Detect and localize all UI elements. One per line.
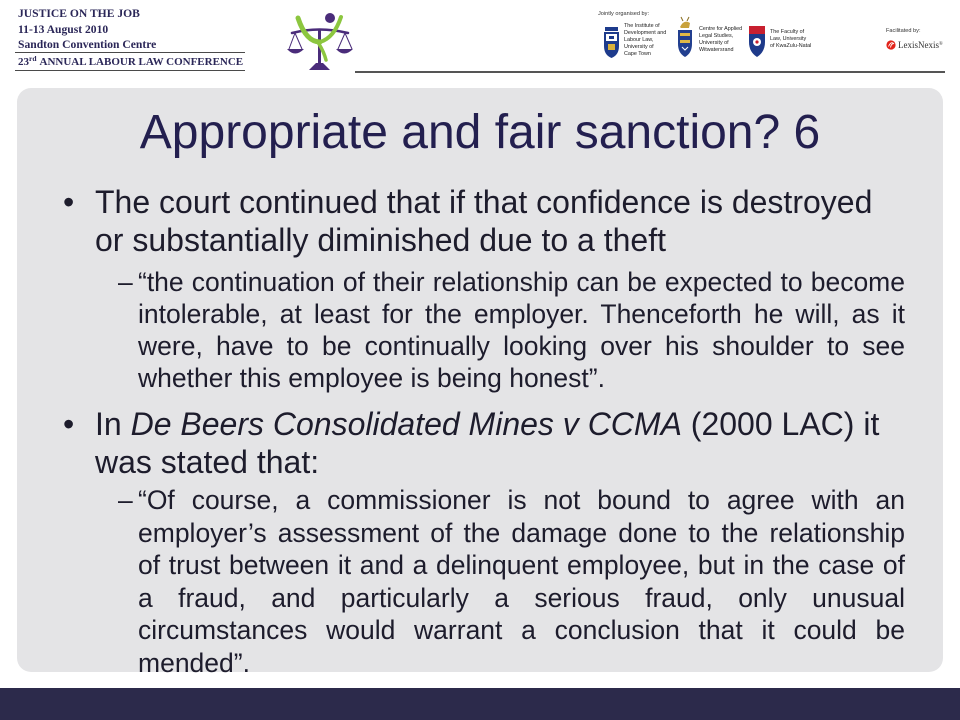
- ukzn-crest-icon: [748, 22, 766, 58]
- sub-bullet-quote: [138, 266, 905, 394]
- facilitator-name: [898, 40, 943, 53]
- quote-line: mended”.: [138, 647, 250, 678]
- bullet-text-segment: (2000 LAC) it: [681, 406, 880, 442]
- registered-mark: ®: [939, 42, 943, 47]
- conference-title: JUSTICE ON THE JOB: [18, 7, 140, 20]
- organisers-label: Jointly organised by:: [598, 11, 649, 17]
- organiser-line: Legal Studies,: [699, 33, 734, 39]
- bullet-marker: •: [63, 184, 75, 220]
- quote-line: were, have to be continually looking over his shoulder to see: [138, 331, 905, 361]
- facilitator-label: Facilitated by:: [886, 28, 921, 34]
- organiser-line: Centre for Applied: [699, 26, 743, 32]
- organiser-line: University of: [624, 44, 654, 50]
- header-rule: [15, 52, 245, 53]
- edition-number: 23: [18, 56, 29, 68]
- organiser-line: Development and: [624, 30, 667, 36]
- lexisnexis-wordmark: LexisNexis: [898, 40, 939, 50]
- organiser-text-ukzn: [770, 29, 811, 50]
- lexisnexis-logo-icon: [886, 40, 896, 50]
- organiser-line: Labour Law,: [624, 37, 654, 43]
- sub-bullet-quote: [138, 484, 905, 679]
- organiser-text-wits: [699, 26, 742, 54]
- edition-name: ANNUAL LABOUR LAW CONFERENCE: [39, 56, 244, 68]
- quote-line: of trust between it and a delinquent employee, but in the case of: [138, 550, 905, 580]
- quote-line: whether this employee is being honest”.: [138, 363, 605, 393]
- conference-venue: Sandton Convention Centre: [18, 38, 157, 51]
- quote-line: “Of course, a commissioner is not bound to agree with an: [138, 485, 905, 515]
- quote-line: employer’s assessment of the damage done to the relationship: [138, 517, 905, 548]
- conference-edition: [18, 55, 243, 70]
- scales-of-justice-emblem-icon: [286, 8, 354, 74]
- organiser-text-uct: [624, 23, 666, 58]
- quote-line: a fraud, and particularly a serious fraud, only unusual: [138, 582, 905, 613]
- header-rule: [15, 70, 245, 71]
- slide-title: Appropriate and fair sanction? 6: [139, 106, 821, 159]
- bullet-line: was stated that:: [95, 444, 320, 480]
- organiser-line: Cape Town: [624, 51, 651, 57]
- wits-university-crest-icon: [676, 16, 694, 58]
- university-of-cape-town-crest-icon: [603, 26, 620, 59]
- organiser-line: of KwaZulu-Natal: [770, 43, 812, 49]
- case-name: De Beers Consolidated Mines v CCMA: [130, 406, 682, 442]
- sub-bullet-marker: –: [118, 267, 133, 297]
- bullet-marker: •: [63, 406, 75, 442]
- bullet-text: [95, 405, 879, 481]
- conference-header: [0, 0, 960, 86]
- sub-bullet-marker: –: [118, 485, 133, 515]
- header-divider: [355, 71, 945, 73]
- organiser-line: Witwatersrand: [699, 47, 734, 53]
- bullet-line: or substantially diminished due to a theft: [95, 222, 666, 258]
- quote-line: intolerable, at least for the employer. Thenceforth he will, as it: [138, 299, 905, 329]
- organiser-line: University of: [699, 40, 729, 46]
- conference-dates: 11-13 August 2010: [18, 23, 109, 36]
- quote-line: “the continuation of their relationship can be expected to become: [138, 267, 905, 297]
- edition-suffix: rd: [29, 54, 37, 63]
- organiser-line: The Faculty of: [770, 29, 805, 35]
- bullet-text: [95, 183, 872, 259]
- bullet-line: The court continued that if that confidence is destroyed: [95, 184, 873, 220]
- organiser-line: Law, University: [770, 36, 807, 42]
- quote-line: circumstances would warrant a conclusion that it could be: [138, 615, 905, 645]
- bullet-text-segment: In: [95, 406, 131, 442]
- footer-band: [0, 688, 960, 720]
- organiser-line: The Institute of: [624, 23, 660, 29]
- bullet-line: [95, 405, 879, 443]
